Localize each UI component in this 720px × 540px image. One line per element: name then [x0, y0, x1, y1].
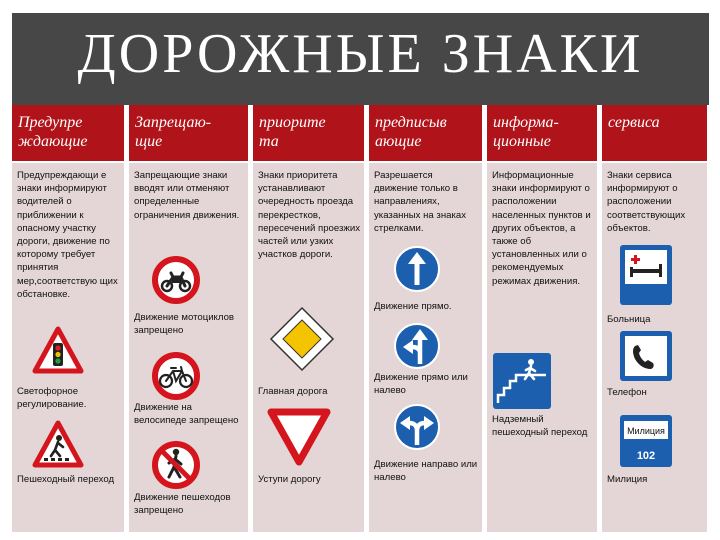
signs-table: [12, 105, 709, 532]
header-line: та: [259, 133, 279, 150]
column-service: [602, 105, 709, 532]
column-mandatory: [369, 105, 484, 532]
header-line: Предупре: [18, 114, 83, 131]
pedestrian-overpass-icon: [493, 353, 551, 409]
sign-caption: Милиция: [607, 474, 648, 485]
header-line: ждающие: [18, 133, 88, 150]
header-line: приорите: [259, 114, 326, 131]
column-description: Знаки приоритета устанавливают очередность проезда перекрестков, пересечений проезжих частей или узких участков дороги.: [258, 170, 360, 261]
column-description: Предупреждающи е знаки информируют водителей о приближении к опасному участку дороги, движение по которому требует принятия мер,соответствую щих обстановке.: [17, 170, 118, 300]
column-description: Разрешается движение только в направлениях, указанных на знаках стрелками.: [374, 170, 466, 234]
sign-caption: Движение прямо.: [374, 301, 452, 312]
column-body-warning: [12, 163, 124, 532]
no-bicycles-icon: [151, 351, 201, 401]
column-body-information: [487, 163, 597, 532]
page-title: ДОРОЖНЫЕ ЗНАКИ: [77, 23, 644, 85]
sign-caption: Телефон: [607, 387, 647, 398]
police-sign-label: Милиция: [627, 426, 665, 436]
header-line: предписыв: [375, 114, 447, 131]
column-description: Знаки сервиса информируют о расположении соответствующих объектов.: [607, 170, 686, 234]
column-header-information: [487, 105, 597, 161]
police-icon: [620, 415, 672, 467]
column-header-service: [602, 105, 707, 161]
column-header-mandatory: [369, 105, 482, 161]
yield-icon: [267, 408, 331, 466]
column-prohibitory: [129, 105, 250, 532]
sign-caption: Главная дорога: [258, 386, 328, 397]
traffic-light-warning-icon: [32, 326, 84, 374]
header-line: Запрещаю-: [135, 114, 212, 131]
column-body-prohibitory: [129, 163, 248, 532]
column-header-priority: [253, 105, 364, 161]
title-banner: [12, 13, 709, 105]
telephone-icon: [620, 331, 672, 381]
column-priority: [253, 105, 366, 532]
no-motorcycles-icon: [151, 255, 201, 305]
sign-caption: Пешеходный переход: [17, 474, 115, 485]
straight-or-left-icon: [393, 322, 441, 370]
column-description: Запрещающие знаки вводят или отменяют определенные ограничения движения.: [134, 170, 240, 221]
hospital-icon: [620, 245, 672, 305]
header-line: ционные: [493, 133, 551, 150]
column-body-service: [602, 163, 707, 532]
sign-caption: Уступи дорогу: [258, 474, 321, 485]
column-body-mandatory: [369, 163, 482, 532]
no-pedestrians-icon: [151, 440, 201, 490]
column-body-priority: [253, 163, 364, 532]
sign-caption: Больница: [607, 314, 651, 325]
sign-caption: Движение на велосипеде запрещено: [134, 402, 239, 426]
priority-road-icon: [269, 306, 335, 372]
header-line: сервиса: [608, 114, 660, 131]
left-or-right-icon: [393, 403, 441, 451]
column-warning: [12, 105, 126, 532]
column-header-prohibitory: [129, 105, 248, 161]
header-line: щие: [135, 133, 163, 150]
police-sign-number: 102: [636, 450, 656, 462]
straight-only-icon: [393, 245, 441, 293]
column-information: [487, 105, 599, 532]
sign-caption: Надземный пешеходный переход: [492, 414, 588, 438]
sign-caption: Движение пешеходов запрещено: [134, 492, 231, 516]
sign-caption: Движение направо или налево: [374, 459, 478, 483]
sign-caption: Светофорное регулирование.: [17, 386, 87, 410]
sign-caption: Движение прямо или налево: [374, 372, 468, 396]
header-line: информа-: [493, 114, 559, 131]
header-line: ающие: [375, 133, 422, 150]
sign-caption: Движение мотоциклов запрещено: [134, 312, 235, 336]
pedestrian-crossing-warning-icon: [32, 420, 84, 468]
column-header-warning: [12, 105, 124, 161]
column-description: Информационные знаки информируют о расположении населенных пунктов и других объектов, а также об установленных или о рекомендуемых режимах движения.: [492, 170, 591, 287]
